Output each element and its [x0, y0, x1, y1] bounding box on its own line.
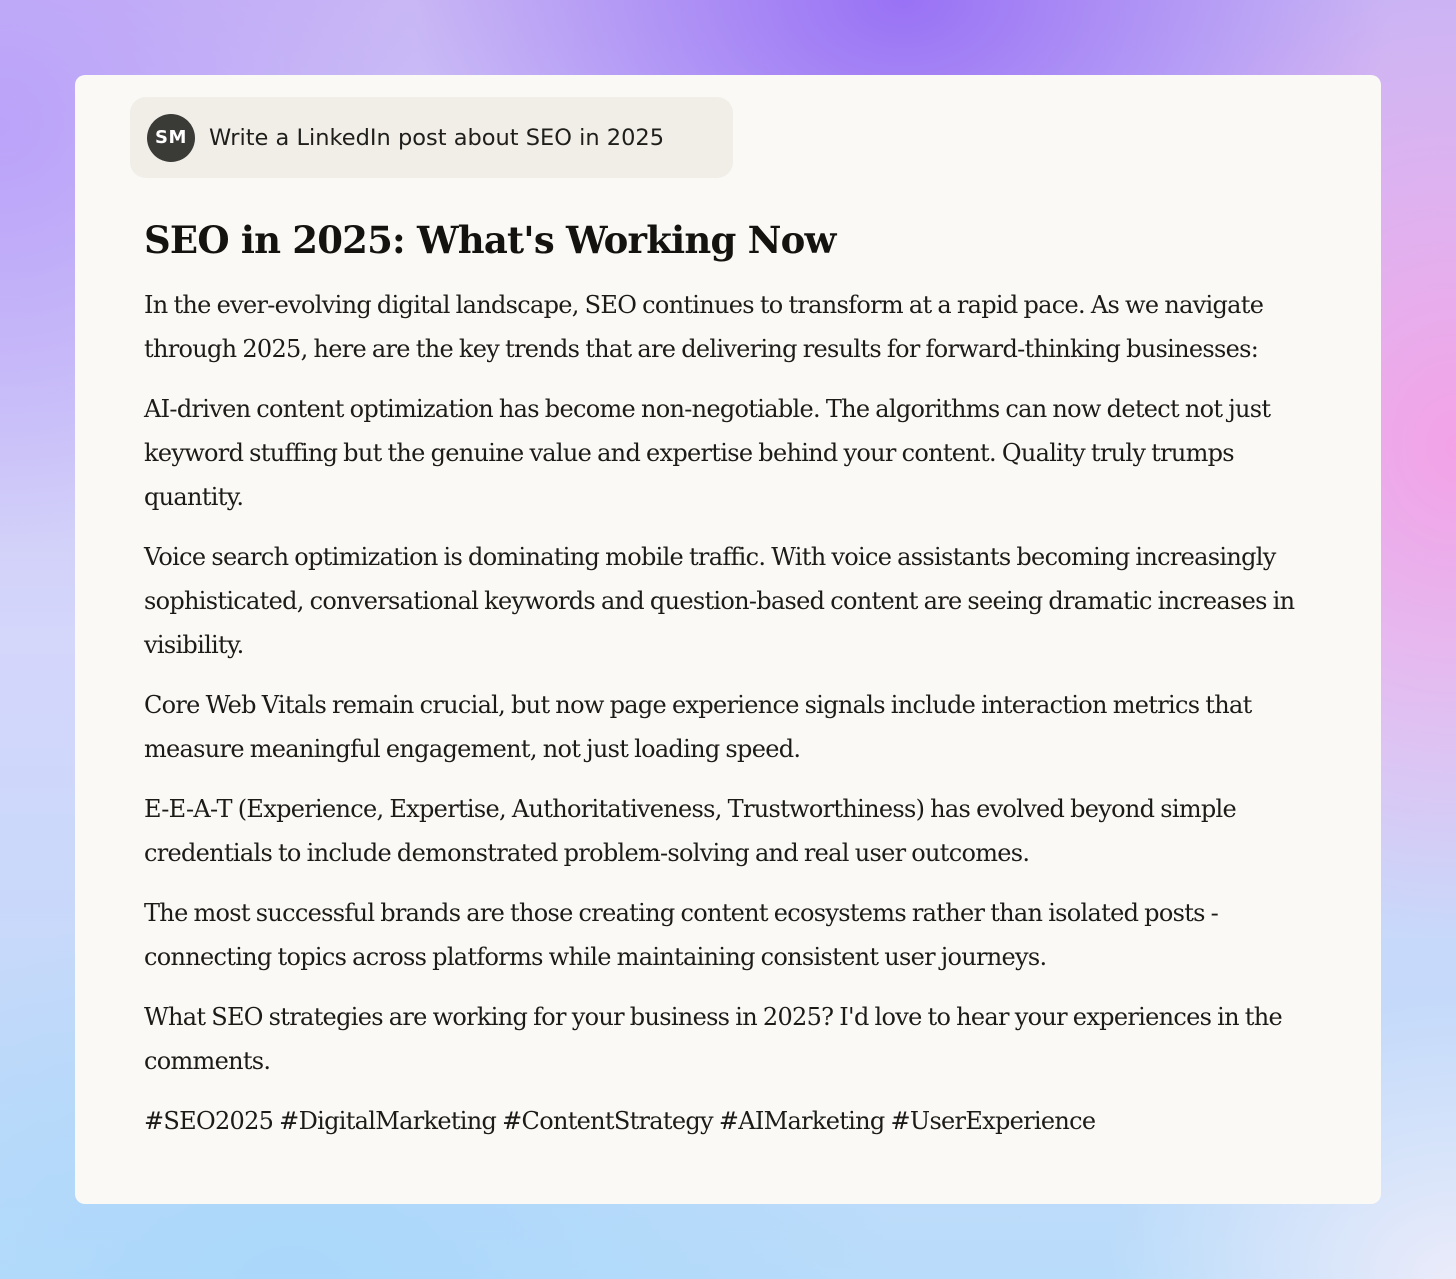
- response-hashtags: #SEO2025 #DigitalMarketing #ContentStrategy #AIMarketing #UserExperience: [144, 1107, 1096, 1135]
- response-paragraph: What SEO strategies are working for your business in 2025? I'd love to hear your experiences in the comments.: [144, 1003, 1282, 1075]
- response-paragraph: The most successful brands are those creating content ecosystems rather than isolated posts - connecting topics across platforms while maintaining consistent user journeys.: [144, 899, 1219, 971]
- chat-card: [75, 75, 1381, 1204]
- user-avatar: SM: [147, 114, 195, 162]
- response-paragraph: E-E-A-T (Experience, Expertise, Authoritativeness, Trustworthiness) has evolved beyond simple credentials to include demonstrated problem-solving and real user outcomes.: [144, 795, 1237, 867]
- response-paragraph: Voice search optimization is dominating mobile traffic. With voice assistants becoming increasingly sophisticated, conversational keywords and question-based content are seeing dramatic increases in visibility.: [144, 543, 1295, 659]
- response-title: SEO in 2025: What's Working Now: [144, 218, 836, 262]
- assistant-response: [144, 215, 1324, 1143]
- user-prompt-text: Write a LinkedIn post about SEO in 2025: [209, 124, 665, 151]
- response-paragraph: Core Web Vitals remain crucial, but now page experience signals include interaction metrics that measure meaningful engagement, not just loading speed.: [144, 691, 1252, 763]
- response-paragraph: In the ever-evolving digital landscape, SEO continues to transform at a rapid pace. As we navigate through 2025, here are the key trends that are delivering results for forward-thinking businesses:: [144, 291, 1264, 363]
- user-prompt-bubble: [130, 97, 733, 178]
- response-paragraph: AI-driven content optimization has become non-negotiable. The algorithms can now detect not just keyword stuffing but the genuine value and expertise behind your content. Quality truly trumps quantity.: [144, 395, 1271, 511]
